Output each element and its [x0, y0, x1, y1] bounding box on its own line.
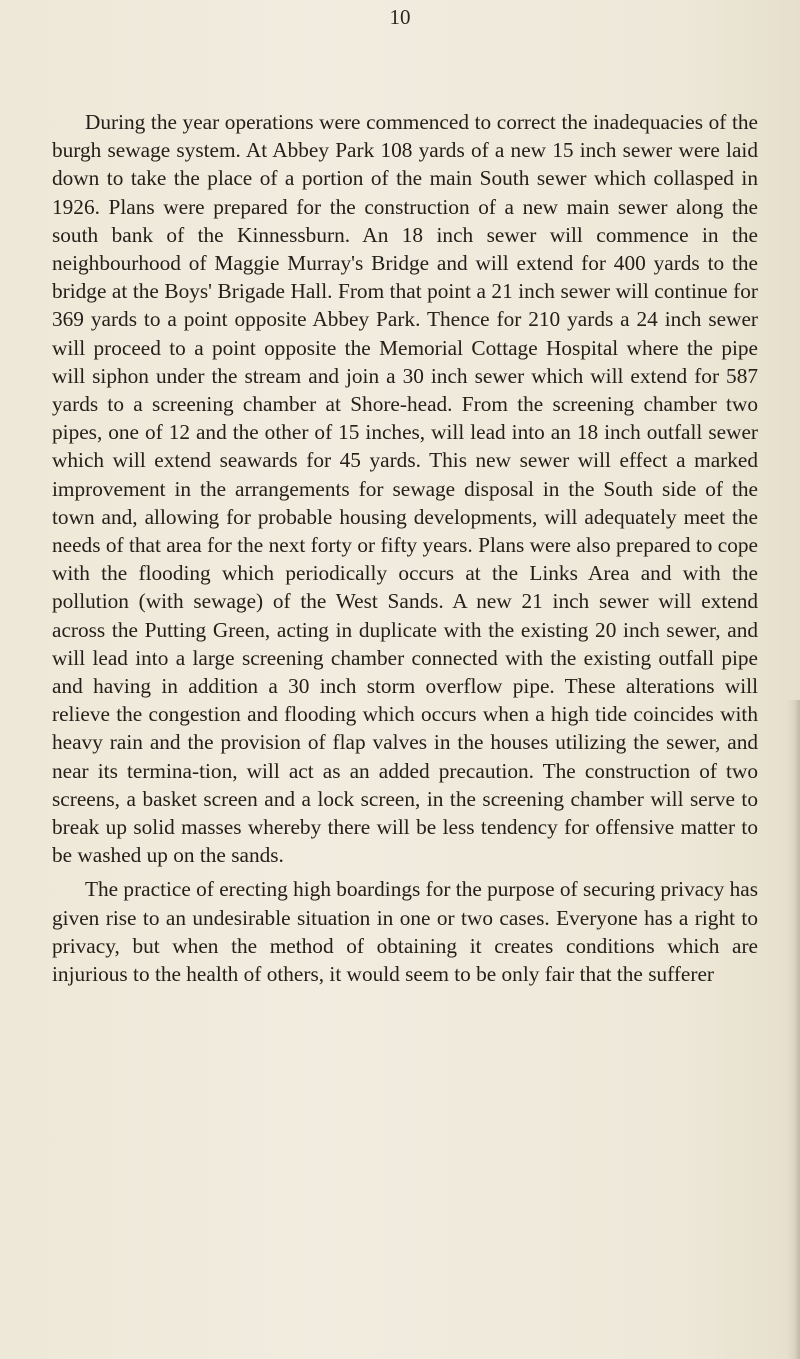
- page-edge-shadow: [786, 700, 800, 1359]
- body-text: [52, 108, 758, 988]
- page-number: 10: [389, 5, 411, 29]
- paragraph-sewage-system: During the year operations were commenced to correct the inadequacies of the burgh sewage system. At Abbey Park 108 yards of a new 15 inch sewer were laid down to take the place of a portion of the main South sewer which collasped in 1926. Plans were prepared for the construction of a new main sewer along the south bank of the Kinnessburn. An 18 inch sewer will commence in the neighbourhood of Maggie Murray's Bridge and will extend for 400 yards to the bridge at the Boys' Brigade Hall. From that point a 21 inch sewer will continue for 369 yards to a point opposite Abbey Park. Thence for 210 yards a 24 inch sewer will proceed to a point opposite the Memorial Cottage Hospital where the pipe will siphon under the stream and join a 30 inch sewer which will extend for 587 yards to a screening chamber at Shore-head. From the screening chamber two pipes, one of 12 and the other of 15 inches, will lead into an 18 inch outfall sewer which will extend seawards for 45 yards. This new sewer will effect a marked improvement in the arrangements for sewage disposal in the South side of the town and, allowing for probable housing developments, will adequately meet the needs of that area for the next forty or fifty years. Plans were also prepared to cope with the flooding which periodically occurs at the Links Area and with the pollution (with sewage) of the West Sands. A new 21 inch sewer will extend across the Putting Green, acting in duplicate with the existing 20 inch sewer, and will lead into a large screening chamber connected with the existing outfall pipe and having in addition a 30 inch storm overflow pipe. These alterations will relieve the congestion and flooding which occurs when a high tide coincides with heavy rain and the provision of flap valves in the houses utilizing the sewer, and near its termina-tion, will act as an added precaution. The construction of two screens, a basket screen and a lock screen, in the screening chamber will serve to break up solid masses whereby there will be less tendency for offensive matter to be washed up on the sands.: [52, 110, 758, 868]
- paragraph-high-boardings: The practice of erecting high boardings for the purpose of securing privacy has given rise to an undesirable situation in one or two cases. Everyone has a right to privacy, but when the method of obtaining it creates conditions which are injurious to the health of others, it would seem to be only fair that the sufferer: [52, 877, 758, 987]
